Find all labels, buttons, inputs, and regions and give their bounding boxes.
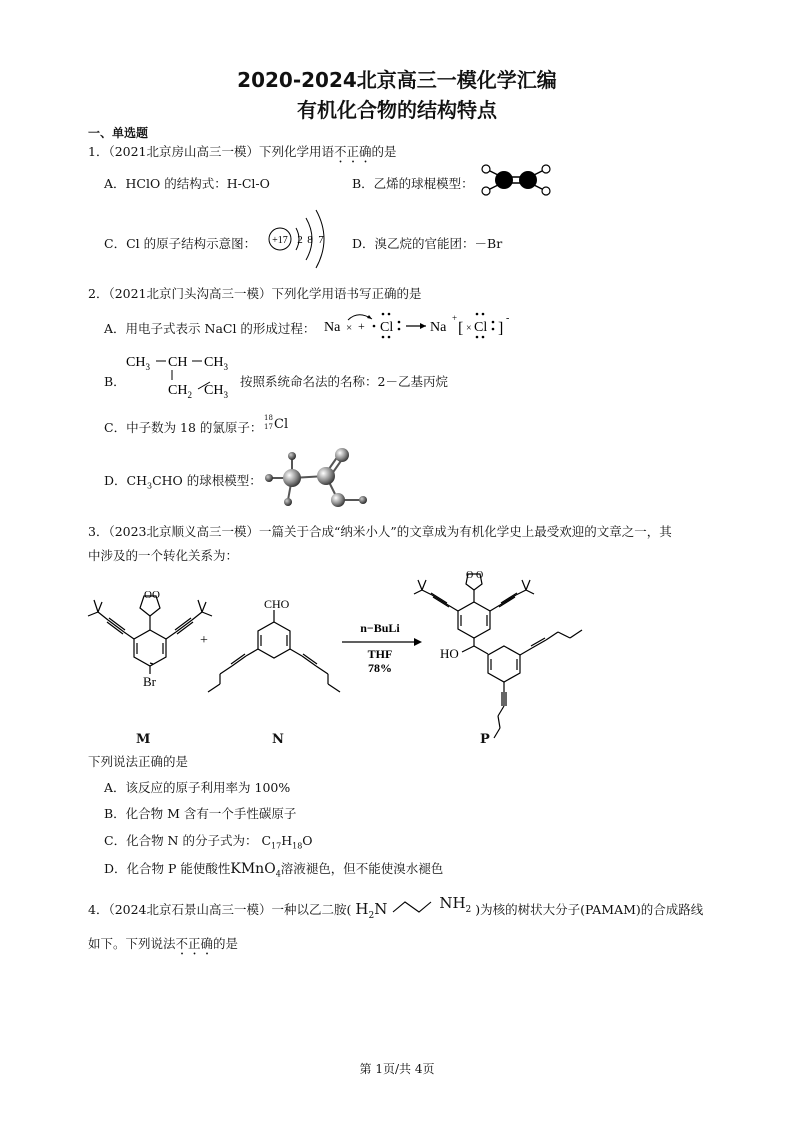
q3-option-c[interactable]: C．化合物 N 的分子式为： $C_{17}H_{18}O$ [104, 833, 313, 851]
chlorine-isotope-symbol: 18 17 Cl [264, 414, 289, 432]
nacl-electron-formation [322, 306, 522, 346]
compound-M-structure [88, 596, 212, 674]
q1-option-d[interactable]: D．溴乙烷的官能团：－Br [352, 236, 503, 251]
q2-option-a[interactable]: A．用电子式表示 NaCl 的形成过程： [104, 321, 316, 336]
compound-N-structure [208, 610, 340, 692]
ethylene-ball-stick-model [478, 162, 554, 198]
section-heading: 一、单选题 [88, 126, 149, 140]
hydroxyl-label: HO [440, 646, 459, 661]
q3-stem-line1: 3．（2023北京顺义高三一模）一篇关于合成“纳米小人”的文章成为有机化学史上最受欢迎的文章之一，其 [88, 524, 672, 539]
svg-text:CH3: $CH_3$ [126, 355, 150, 372]
q4-stem-line1: 4．（2024北京石景山高三一模）一种以乙二胺( $H_2N$ $NH_2$ )为核的树状大分子(PAMAM)的合成路线 [88, 894, 704, 921]
svg-text:CH3: $CH_3$ [204, 383, 228, 400]
q1-option-a[interactable]: A．HClO 的结构式：H-Cl-O [104, 176, 270, 191]
cho-label: CHO [264, 597, 290, 611]
shell-3-count: 7 [318, 234, 324, 246]
svg-text:CH: CH [168, 355, 188, 370]
label-compound-m: M [136, 732, 151, 747]
doc-title-line1: 2020-2024北京高三一模化学汇编 [237, 68, 557, 92]
q2-option-c[interactable]: C．中子数为 18 的氯原子： [104, 420, 263, 435]
svg-text:]: ] [498, 320, 504, 337]
shell-2-count: 8 [307, 234, 313, 246]
nucleus-charge: +17 [272, 235, 288, 246]
q4-stem-line2: 如下。下列说法不正确的是 [88, 936, 239, 951]
q4-emphasis: 不正确 [175, 936, 214, 951]
svg-text:[: [ [458, 320, 464, 337]
q3-option-d[interactable]: D．化合物 P 能使酸性KMnO$_4$溶液褪色，但不能使溴水褪色 [104, 861, 444, 879]
q2-option-b-name: 按照系统命名法的名称：2－乙基丙烷 [240, 374, 448, 389]
q1-emphasis: 不正确 [334, 144, 372, 159]
q3-option-b[interactable]: B．化合物 M 含有一个手性碳原子 [104, 806, 297, 821]
q2-stem: 2．（2021北京门头沟高三一模）下列化学用语书写正确的是 [88, 286, 422, 301]
svg-text:Cl: Cl [474, 320, 488, 335]
svg-text:Na: Na [430, 320, 447, 335]
svg-text:×: × [346, 322, 353, 334]
ethylenediamine-chain [391, 898, 435, 916]
svg-text:Na: Na [324, 320, 341, 335]
reagent-top: n−BuLi [360, 621, 400, 635]
q1-stem: 1．（2021北京房山高三一模）下列化学用语不正确的是 [88, 144, 397, 159]
q1-option-c[interactable]: C．Cl 的原子结构示意图： [104, 236, 257, 251]
q3-option-a[interactable]: A．该反应的原子利用率为 100% [104, 780, 291, 795]
branched-alkane-structure [122, 348, 242, 400]
svg-text:CH3: $CH_3$ [204, 355, 228, 372]
page-footer: 第 1页/共 4页 [359, 1062, 435, 1076]
q2-option-b[interactable]: B． [104, 374, 126, 389]
cl-atom-structure-diagram [262, 206, 332, 272]
shell-1-count: 2 [297, 234, 303, 246]
label-compound-p: P [480, 732, 490, 747]
label-compound-n: N [272, 732, 284, 747]
svg-text:CH2: $CH_2$ [168, 383, 192, 400]
svg-text:O: O [476, 570, 484, 581]
q3-prompt: 下列说法正确的是 [88, 754, 189, 769]
svg-text:O: O [152, 589, 160, 601]
svg-text:O: O [466, 570, 474, 581]
svg-text:Cl: Cl [380, 320, 394, 335]
reagent-solvent: THF [367, 647, 393, 661]
svg-text:+: + [358, 319, 365, 333]
doc-title-line2: 有机化合物的结构特点 [297, 98, 497, 122]
q3-stem-line2: 中涉及的一个转化关系为： [88, 548, 239, 563]
acetaldehyde-ball-stick-model [262, 444, 372, 514]
plus-sign: + [200, 633, 208, 648]
svg-text:×: × [466, 323, 472, 334]
svg-text:O: O [144, 589, 152, 601]
reagent-yield: 78% [368, 661, 392, 675]
bromine-label: Br [143, 674, 156, 689]
q2-option-d[interactable]: D．$CH_3CHO$ 的球根模型： [104, 473, 262, 491]
nanoputian-reaction-scheme [80, 570, 700, 750]
svg-text:+: + [452, 313, 458, 323]
svg-text:-: - [506, 313, 510, 324]
q1-option-b[interactable]: B．乙烯的球棍模型： [352, 176, 474, 191]
